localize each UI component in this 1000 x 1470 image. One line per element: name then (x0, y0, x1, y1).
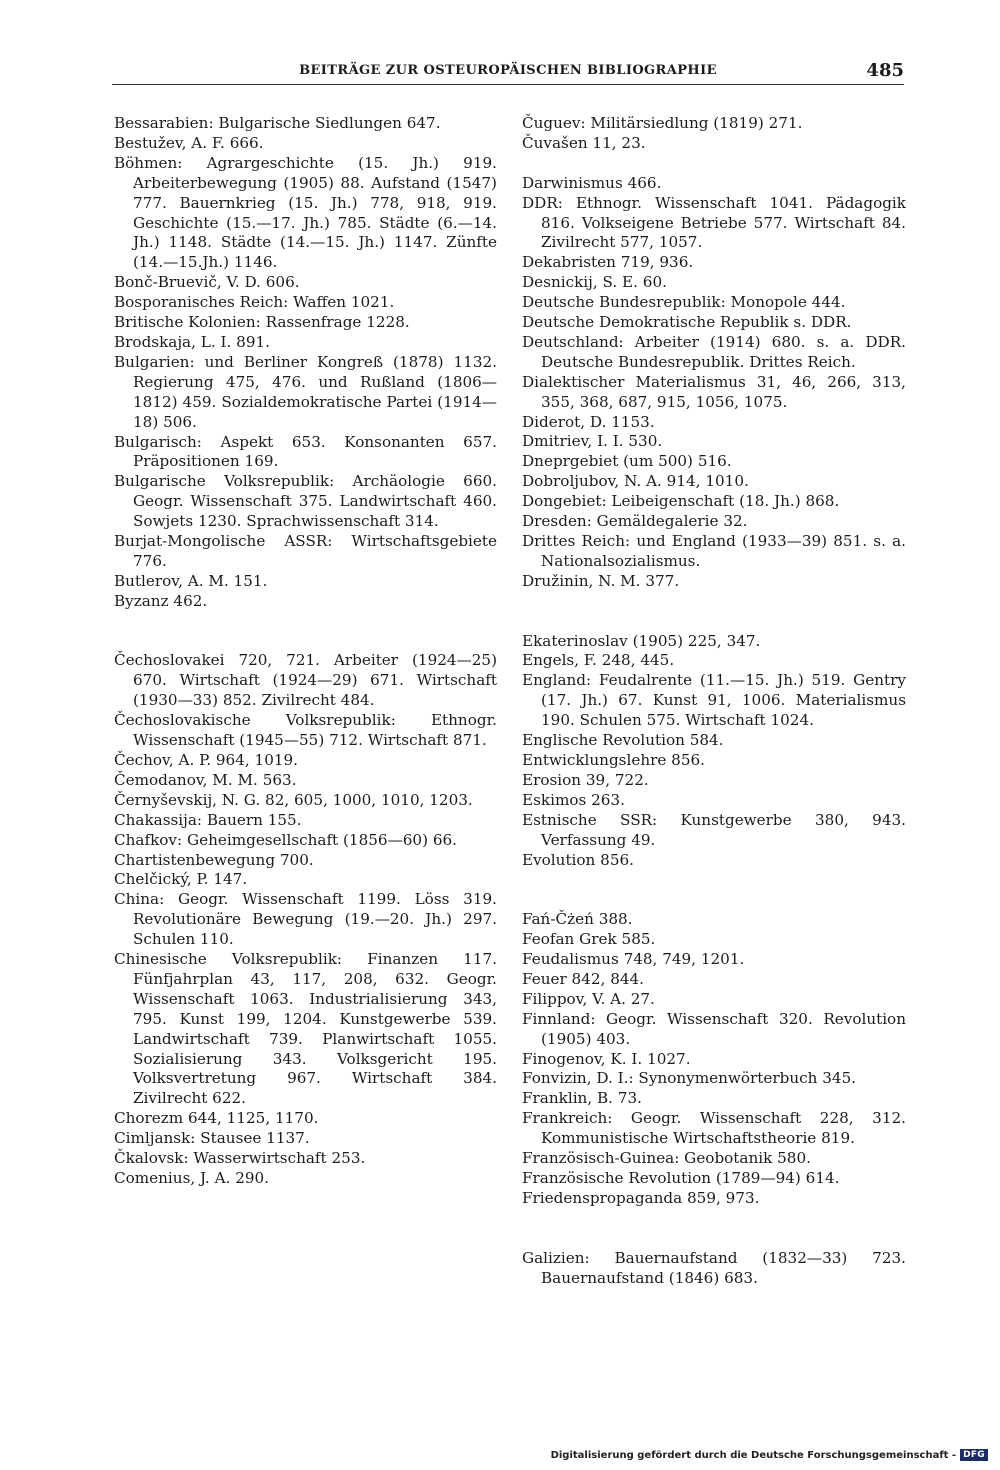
index-entry: Fonvizin, D. I.: Synonymenwörterbuch 345. (522, 1069, 857, 1088)
index-entry: Erosion 39, 722. (522, 770, 649, 789)
index-entry: Butlerov, A. M. 151. (114, 571, 268, 590)
index-entry: Dialektischer Materialismus 31, 46, 266, 313, 355, 368, 687, 915, 1056, 1075. (522, 372, 906, 411)
index-entry: China: Geogr. Wissenschaft 1199. Löss 319. Revolutionäre Bewegung (19.—20. Jh.) 297. Schulen 110. (114, 890, 497, 949)
index-entry: Englische Revolution 584. (522, 731, 724, 750)
index-entry: Bestužev, A. F. 666. (114, 133, 264, 152)
index-entry: Friedenspropaganda 859, 973. (522, 1188, 760, 1207)
index-entry: Bonč-Bruevič, V. D. 606. (114, 273, 300, 292)
index-entry: Dobroljubov, N. A. 914, 1010. (522, 472, 749, 491)
index-entry: Deutsche Demokratische Republik s. DDR. (522, 313, 852, 332)
dfg-logo: DFG (960, 1449, 988, 1461)
index-entry: Chafkov: Geheimgesellschaft (1856—60) 66. (114, 830, 457, 849)
index-column-right (522, 114, 906, 1288)
index-entry: Čemodanov, M. M. 563. (114, 770, 297, 789)
index-entry: Drittes Reich: und England (1933—39) 851. s. a. Nationalsozialismus. (522, 532, 906, 570)
index-entry: DDR: Ethnogr. Wissenschaft 1041. Pädagogik 816. Volkseigene Betriebe 577. Wirtschaft 84. Zivilrecht 577, 1057. (522, 193, 906, 252)
section-gap (522, 1209, 906, 1249)
index-entry: Diderot, D. 1153. (522, 412, 655, 431)
section-gap (522, 592, 906, 632)
page-number: 485 (866, 60, 904, 81)
section-gap (522, 870, 906, 910)
index-entry: Französische Revolution (1789—94) 614. (522, 1168, 840, 1187)
index-entry: Čechov, A. P. 964, 1019. (114, 750, 299, 769)
index-entry: Fań-Čżeń 388. (522, 910, 633, 929)
running-title: BEITRÄGE ZUR OSTEUROPÄISCHEN BIBLIOGRAPHIE (299, 63, 717, 78)
index-entry: Dresden: Gemäldegalerie 32. (522, 512, 748, 531)
section-gap (114, 612, 497, 652)
index-entry: Černyševskij, N. G. 82, 605, 1000, 1010, 1203. (114, 790, 473, 809)
index-entry: Evolution 856. (522, 850, 634, 869)
index-entry: Čechoslovakische Volksrepublik: Ethnogr. Wissenschaft (1945—55) 712. Wirtschaft 871. (114, 711, 497, 750)
index-entry: Desnickij, S. E. 60. (522, 273, 667, 292)
index-entry: Finogenov, K. I. 1027. (522, 1049, 691, 1068)
funding-footer (551, 1449, 988, 1461)
index-entry: Čuguev: Militärsiedlung (1819) 271. (522, 114, 803, 132)
index-entry: Entwicklungslehre 856. (522, 750, 705, 769)
index-entry: Eskimos 263. (522, 790, 625, 809)
index-entry: Dmitriev, I. I. 530. (522, 432, 663, 451)
section-gap (522, 154, 906, 174)
funding-note: Digitalisierung gefördert durch die Deutsche Forschungsgemeinschaft - (550, 1449, 957, 1461)
index-entry: Chinesische Volksrepublik: Finanzen 117. Fünfjahrplan 43, 117, 208, 632. Geogr. Wissenschaft 1063. Industrialisierung 343, 795. Kunst 199, 1204. Kunstgewerbe 539. Landwirtschaft 739. Planwirtschaft 1055. Sozialisierung 343. Volksgericht 195. Volksvertretung 967. Wirtschaft 384. Zivilrecht 622. (114, 950, 497, 1108)
index-entry: Feudalismus 748, 749, 1201. (522, 950, 745, 969)
index-entry: Böhmen: Agrargeschichte (15. Jh.) 919. Arbeiterbewegung (1905) 88. Aufstand (1547) 777. Bauernkrieg (15. Jh.) 778, 918, 919. Geschichte (15.—17. Jh.) 785. Städte (6.—14. Jh.) 1148. Städte (14.—15. Jh.) 1147. Zünfte (14.—15.Jh.) 1146. (114, 153, 497, 272)
index-entry: Brodskaja, L. I. 891. (114, 332, 270, 351)
index-entry: Bessarabien: Bulgarische Siedlungen 647. (114, 114, 441, 132)
index-entry: Bulgarisch: Aspekt 653. Konsonanten 657. Präpositionen 169. (114, 432, 497, 471)
index-entry: Chakassija: Bauern 155. (114, 810, 302, 829)
index-entry: Dekabristen 719, 936. (522, 253, 694, 272)
index-entry: Deutschland: Arbeiter (1914) 680. s. a. DDR. Deutsche Bundesrepublik. Drittes Reich. (522, 332, 906, 371)
index-entry: Chelčický, P. 147. (114, 870, 248, 889)
index-entry: Ekaterinoslav (1905) 225, 347. (522, 631, 761, 650)
index-entry: Britische Kolonien: Rassenfrage 1228. (114, 313, 410, 332)
index-entry: Estnische SSR: Kunstgewerbe 380, 943. Verfassung 49. (522, 810, 906, 849)
index-entry: Čuvašen 11, 23. (522, 133, 646, 152)
index-entry: Filippov, V. A. 27. (522, 989, 655, 1008)
running-header (112, 60, 904, 85)
index-entry: Galizien: Bauernaufstand (1832—33) 723. Bauernaufstand (1846) 683. (522, 1248, 906, 1287)
index-entry: Čkalovsk: Wasserwirtschaft 253. (114, 1149, 366, 1168)
index-entry: Finnland: Geogr. Wissenschaft 320. Revolution (1905) 403. (522, 1009, 906, 1048)
index-entry: Byzanz 462. (114, 591, 208, 610)
index-entry: Bulgarien: und Berliner Kongreß (1878) 1132. Regierung 475, 476. und Rußland (1806—1812) 459. Sozialdemokratische Partei (1914—18) 506. (114, 352, 497, 431)
index-entry: Feofan Grek 585. (522, 930, 656, 949)
index-entry: Bulgarische Volksrepublik: Archäologie 660. Geogr. Wissenschaft 375. Landwirtschaft 460. Sowjets 1230. Sprachwissenschaft 314. (114, 472, 497, 531)
index-entry: Comenius, J. A. 290. (114, 1169, 270, 1188)
index-entry: Deutsche Bundesrepublik: Monopole 444. (522, 293, 846, 312)
index-entry: Družinin, N. M. 377. (522, 571, 680, 590)
index-column-left (114, 114, 497, 1189)
index-entry: England: Feudalrente (11.—15. Jh.) 519. Gentry (17. Jh.) 67. Kunst 91, 1006. Materialismus 190. Schulen 575. Wirtschaft 1024. (522, 671, 906, 730)
index-entry: Franklin, B. 73. (522, 1089, 642, 1108)
index-entry: Darwinismus 466. (522, 173, 662, 192)
index-entry: Chartistenbewegung 700. (114, 850, 314, 869)
index-entry: Frankreich: Geogr. Wissenschaft 228, 312. Kommunistische Wirtschaftstheorie 819. (522, 1109, 906, 1148)
index-entry: Dneprgebiet (um 500) 516. (522, 452, 732, 471)
index-entry: Čechoslovakei 720, 721. Arbeiter (1924—25) 670. Wirtschaft (1924—29) 671. Wirtschaft (1930—33) 852. Zivilrecht 484. (114, 651, 497, 710)
index-entry: Feuer 842, 844. (522, 969, 645, 988)
index-entry: Französisch-Guinea: Geobotanik 580. (522, 1149, 811, 1168)
index-entry: Engels, F. 248, 445. (522, 651, 675, 670)
index-entry: Burjat-Mongolische ASSR: Wirtschaftsgebiete 776. (114, 532, 497, 570)
index-entry: Dongebiet: Leibeigenschaft (18. Jh.) 868. (522, 492, 840, 511)
index-entry: Bosporanisches Reich: Waffen 1021. (114, 293, 395, 312)
index-entry: Chorezm 644, 1125, 1170. (114, 1109, 319, 1128)
index-entry: Cimljansk: Stausee 1137. (114, 1129, 310, 1148)
